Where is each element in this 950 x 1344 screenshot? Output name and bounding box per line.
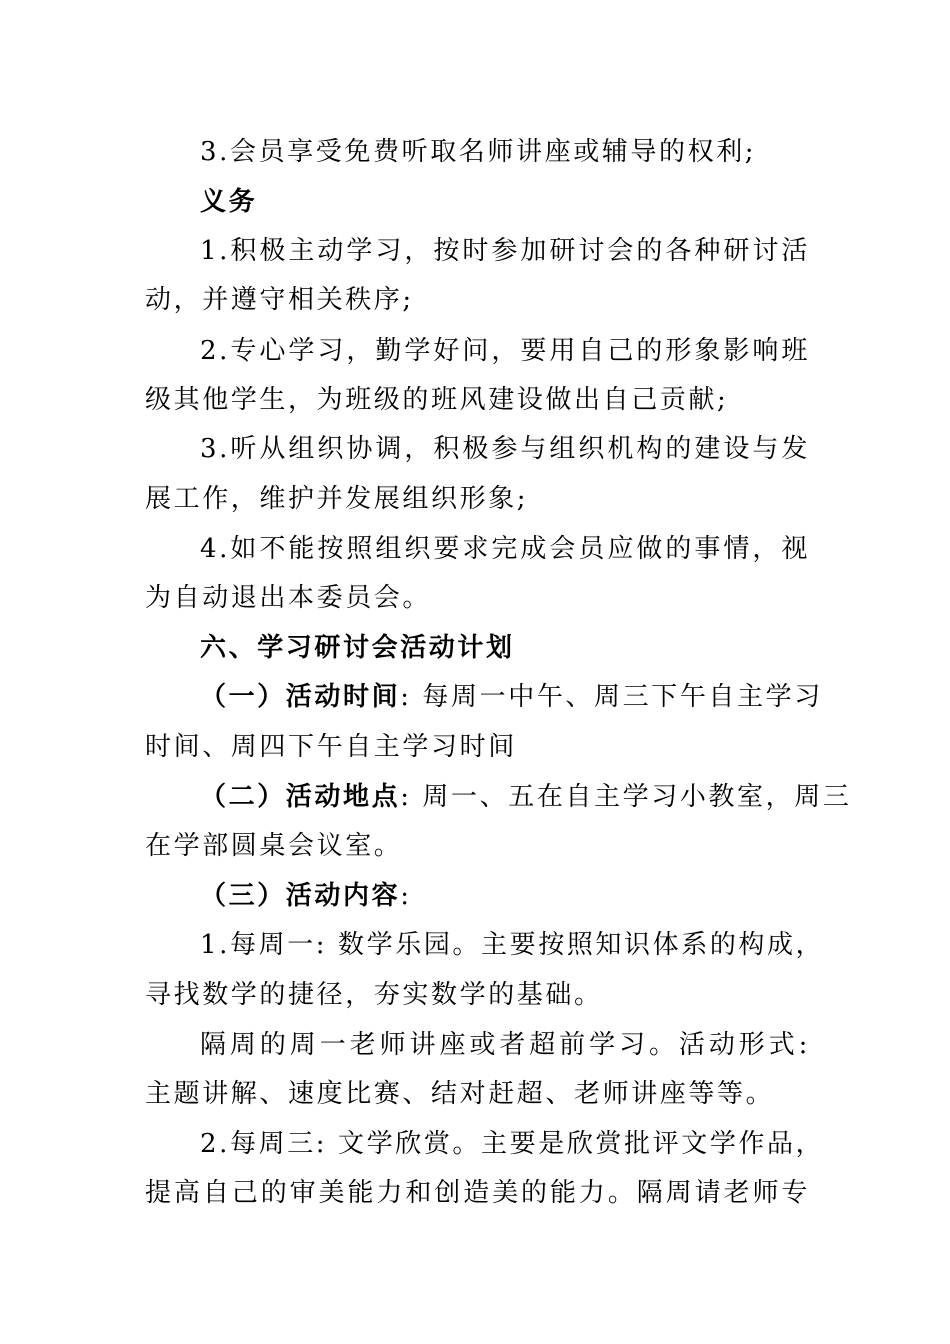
obligation-item-3-line-1: 3.听从组织协调，积极参与组织机构的建设与发 — [200, 434, 810, 464]
content-item-2-line-1: 2.每周三: 文学欣赏。主要是欣赏批评文学作品， — [200, 1129, 825, 1159]
content-item-1-line-1: 1.每周一: 数学乐园。主要按照知识体系的构成， — [200, 930, 825, 960]
rights-item-3: 3.会员享受免费听取名师讲座或辅导的权利; — [200, 137, 757, 167]
obligation-item-4-line-2: 为自动退出本委员会。 — [145, 583, 432, 613]
activity-location-text: : 周一、五在自主学习小教室，周三 — [400, 782, 852, 812]
content-item-1-note-line-2: 主题讲解、速度比赛、结对赶超、老师讲座等等。 — [145, 1079, 775, 1109]
obligation-item-1-line-2: 动，并遵守相关秩序; — [145, 285, 414, 315]
obligation-item-2-line-1: 2.专心学习，勤学好问，要用自己的形象影响班 — [200, 336, 810, 366]
activity-location-line-1 — [200, 779, 852, 815]
activity-content-heading — [200, 878, 810, 914]
content-item-1-note-line-1: 隔周的周一老师讲座或者超前学习。活动形式: — [200, 1030, 810, 1060]
activity-location-label: （二）活动地点 — [200, 782, 401, 812]
content-item-1-line-2: 寻找数学的捷径，夯实数学的基础。 — [145, 980, 603, 1010]
obligation-item-1-line-1: 1.积极主动学习，按时参加研讨会的各种研讨活 — [200, 236, 810, 266]
activity-location-line-2: 在学部圆桌会议室。 — [145, 831, 403, 861]
activity-time-line-2: 时间、周四下午自主学习时间 — [145, 732, 517, 762]
obligation-item-2-line-2: 级其他学生，为班级的班风建设做出自己贡献; — [145, 385, 729, 415]
content-item-2-line-2: 提高自己的审美能力和创造美的能力。隔周请老师专 — [145, 1178, 810, 1208]
obligation-item-4-line-1: 4.如不能按照组织要求完成会员应做的事情，视 — [200, 534, 810, 564]
section-heading-activity-plan: 六、学习研讨会活动计划 — [200, 633, 515, 663]
activity-content-label: （三）活动内容 — [200, 881, 401, 911]
obligation-item-3-line-2: 展工作，维护并发展组织形象; — [145, 484, 529, 514]
activity-content-colon: : — [400, 881, 412, 911]
activity-time-line-1 — [200, 679, 823, 715]
activity-time-text: : 每周一中午、周三下午自主学习 — [400, 682, 823, 712]
section-heading-obligations: 义务 — [200, 187, 258, 217]
activity-time-label: （一）活动时间 — [200, 682, 401, 712]
